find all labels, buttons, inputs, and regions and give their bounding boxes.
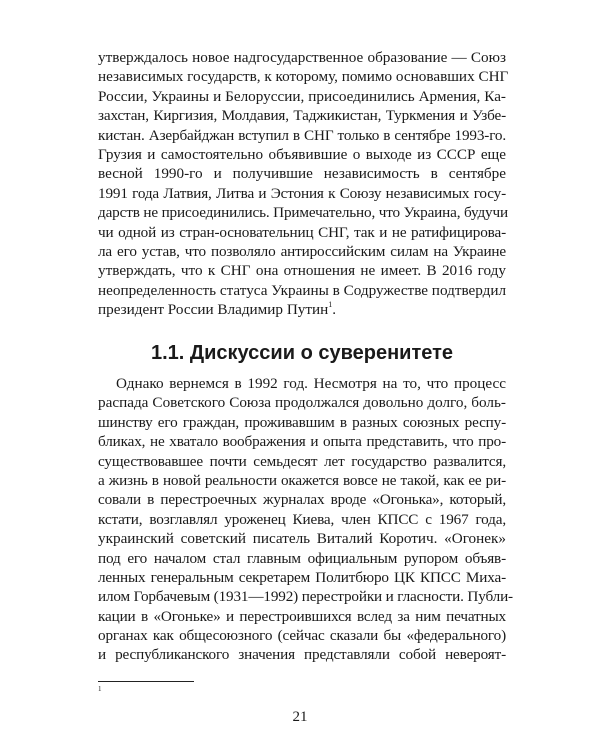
text-line: Грузия и самостоятельно объявившие о выходе из СССР еще [98,145,506,163]
text-line: дарств не присоединились. Примечательно, что Украина, будучи [98,204,508,222]
text-line: кации в «Огоньке» и перестроившихся вслед за ним печатных [98,607,506,625]
text-line: а жизнь в новой реальности окажется вовсе не такой, как ее ри- [98,471,506,489]
text-line: совали в перестроечных журналах вроде «Огонька», который, [98,491,506,509]
text-line: ла его устав, что позволяло антироссийским силам на Украине [98,242,506,260]
text-line: под его началом стал главным официальным рупором объяв- [98,549,506,567]
text-line: существовавшее почти семьдесят лет государство развалится, [98,452,506,470]
text-line: украинский советский писатель Виталий Коротич. «Огонек» [98,530,506,548]
text-line: шинству его граждан, проживавшим в разных союзных респу- [98,413,506,431]
text-line: весной 1990-го и получившие независимость в сентябре [98,165,506,183]
text-line: органах как общесоюзного (сейчас сказали бы «федерального) [98,627,506,645]
text-line: захстан, Киргизия, Молдавия, Таджикистан, Туркмения и Узбе- [98,107,506,125]
top-paragraph [98,48,509,319]
text-line-content: президент России Владимир Путин [98,301,329,319]
text-line: неопределенность статуса Украины в Содружестве подтвердил [98,281,507,299]
footnote-divider [98,681,194,682]
text-line: утверждалось новое надгосударственное образование — Союз [98,49,506,66]
text-line: независимых государств, к которому, помимо основавших СНГ [98,68,509,86]
text-line: чи одной из стран-основательниц СНГ, так и не ратифицирова- [98,223,506,241]
text-line: Однако вернемся в 1992 год. Несмотря на то, что процесс [116,375,506,392]
section-heading: 1.1. Дискуссии о суверенитете [150,342,454,364]
page-number: 21 [292,709,308,725]
text-line: кистан. Азербайджан вступил в СНГ только в сентябре 1993-го. [98,126,506,144]
section-paragraph [98,374,513,665]
text-line-last: президент России Владимир Путин$^1$. [98,300,337,319]
footnote-reference[interactable]: 1 [328,300,333,310]
text-line: кстати, возглавлял уроженец Киева, член КПСС с 1967 года, [98,510,506,528]
text-line: ленных генеральным секретарем Политбюро ЦК КПСС Миха- [98,568,506,586]
text-line: и республиканского значения представляли собой невероят- [98,646,506,664]
footnote-marker: 1 [98,685,102,693]
text-line: России, Украины и Белоруссии, присоединились Армения, Ка- [98,87,506,105]
text-line: 1991 года Латвия, Литва и Эстония к Союзу независимых госу- [98,184,506,202]
text-line: бликах, не хватало воображения и опыта представить, что про- [98,433,506,451]
text-line: распада Советского Союза продолжался довольно долго, боль- [98,394,506,412]
text-line: илом Горбачевым (1931—1992) перестройки и гласности. Публи- [98,588,513,606]
text-line: утверждать, что к СНГ она отношения не имеет. В 2016 году [98,262,506,280]
